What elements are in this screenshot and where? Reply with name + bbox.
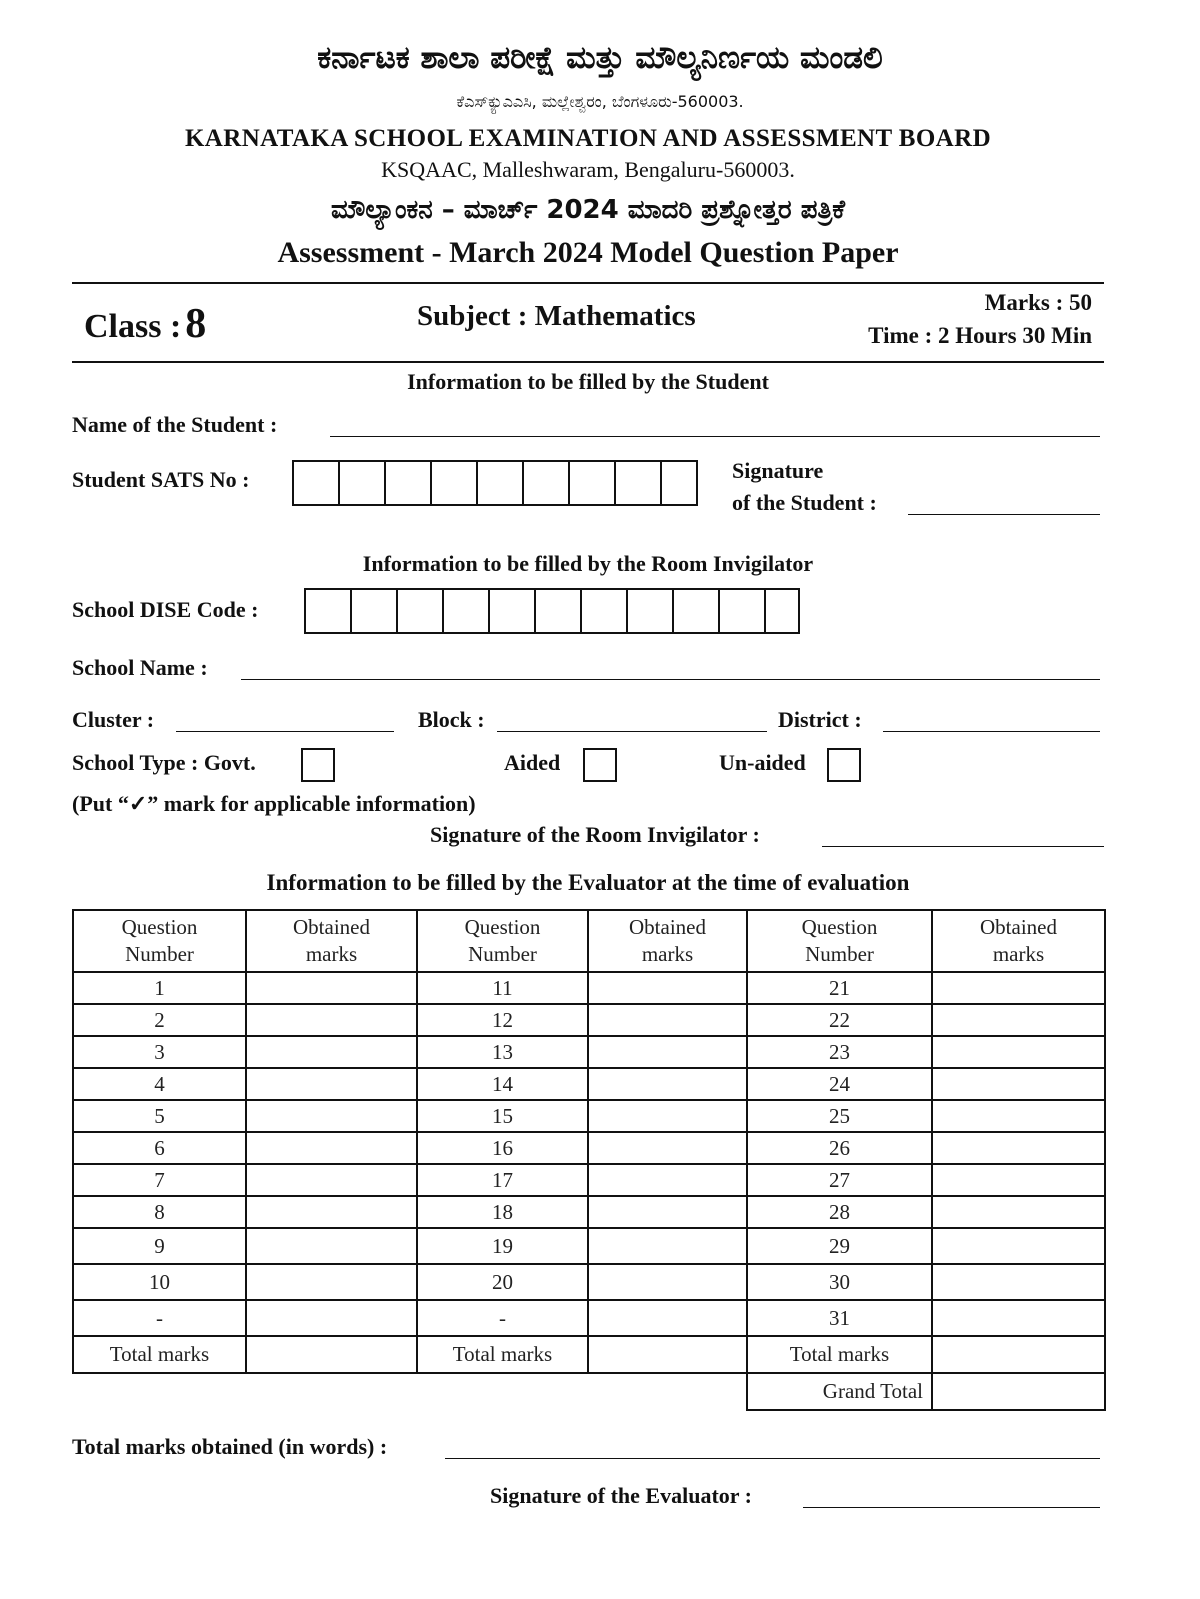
obtained-marks-cell[interactable] xyxy=(932,1264,1105,1300)
obtained-marks-cell[interactable] xyxy=(588,1300,747,1336)
kannada-exam-title: ಮೌಲ್ಯಾಂಕನ – ಮಾರ್ಚ್ 2024 ಮಾದರಿ ಪ್ರಶ್ನೋತ್ತರ ಪತ್ರಿಕೆ xyxy=(330,195,846,225)
obtained-marks-cell[interactable] xyxy=(246,1164,417,1196)
question-number-cell: 2 xyxy=(73,1004,246,1036)
column-header-question-number: Question Number xyxy=(747,910,932,972)
question-number-cell: 4 xyxy=(73,1068,246,1100)
obtained-marks-cell[interactable] xyxy=(932,1196,1105,1228)
table-row xyxy=(73,1196,1105,1228)
obtained-marks-cell[interactable] xyxy=(932,1132,1105,1164)
invigilator-section-heading: Information to be filled by the Room Invigilator xyxy=(362,551,814,576)
question-number-cell: 28 xyxy=(747,1196,932,1228)
question-number-cell: 5 xyxy=(73,1100,246,1132)
obtained-marks-cell[interactable] xyxy=(246,1100,417,1132)
class-value: 8 xyxy=(185,301,207,347)
board-address: KSQAAC, Malleshwaram, Bengaluru-560003. xyxy=(381,157,795,182)
top-divider xyxy=(72,282,1104,284)
exam-title: Assessment - March 2024 Model Question Paper xyxy=(277,236,899,269)
total-marks-cell[interactable] xyxy=(588,1336,747,1373)
obtained-marks-cell[interactable] xyxy=(932,972,1105,1004)
obtained-marks-cell[interactable] xyxy=(246,1228,417,1264)
class-info xyxy=(84,300,206,348)
column-header-obtained-marks: Obtained marks xyxy=(932,910,1105,972)
obtained-marks-cell[interactable] xyxy=(932,1004,1105,1036)
question-number-cell: 6 xyxy=(73,1132,246,1164)
govt-checkbox[interactable] xyxy=(301,748,335,782)
total-marks-label: Total marks xyxy=(417,1336,588,1373)
question-number-cell: 9 xyxy=(73,1228,246,1264)
obtained-marks-cell[interactable] xyxy=(588,972,747,1004)
board-name: KARNATAKA SCHOOL EXAMINATION AND ASSESSMENT BOARD xyxy=(184,125,992,152)
empty-cell xyxy=(417,1373,588,1410)
block-field[interactable] xyxy=(497,731,767,732)
table-row xyxy=(73,1228,1105,1264)
obtained-marks-cell[interactable] xyxy=(932,1100,1105,1132)
question-number-cell: 13 xyxy=(417,1036,588,1068)
obtained-marks-cell[interactable] xyxy=(588,1132,747,1164)
school-type-label: School Type : Govt. xyxy=(72,750,256,775)
question-number-cell: 1 xyxy=(73,972,246,1004)
grand-total-label: Grand Total xyxy=(747,1373,932,1410)
subject: Subject : Mathematics xyxy=(417,300,696,332)
question-number-cell: 26 xyxy=(747,1132,932,1164)
obtained-marks-cell[interactable] xyxy=(246,1300,417,1336)
empty-cell xyxy=(73,1373,246,1410)
invigilator-signature-field[interactable] xyxy=(822,846,1104,847)
student-signature-label-1: Signature xyxy=(732,458,824,483)
dise-code-boxes[interactable] xyxy=(304,588,800,634)
obtained-marks-cell[interactable] xyxy=(932,1300,1105,1336)
question-number-cell: - xyxy=(73,1300,246,1336)
obtained-marks-cell[interactable] xyxy=(588,1196,747,1228)
cluster-field[interactable] xyxy=(176,731,394,732)
question-number-cell: 22 xyxy=(747,1004,932,1036)
table-row xyxy=(73,1132,1105,1164)
kannada-board-name: ಕರ್ನಾಟಕ ಶಾಲಾ ಪರೀಕ್ಷೆ ಮತ್ತು ಮೌಲ್ಯನಿರ್ಣಯ ಮಂಡಲಿ xyxy=(317,40,883,76)
student-signature-field[interactable] xyxy=(908,514,1100,515)
table-row xyxy=(73,1036,1105,1068)
column-header-obtained-marks: Obtained marks xyxy=(588,910,747,972)
table-row xyxy=(73,1100,1105,1132)
question-number-cell: 24 xyxy=(747,1068,932,1100)
obtained-marks-cell[interactable] xyxy=(246,1036,417,1068)
table-row xyxy=(73,1004,1105,1036)
obtained-marks-cell[interactable] xyxy=(932,1164,1105,1196)
question-number-cell: 12 xyxy=(417,1004,588,1036)
obtained-marks-cell[interactable] xyxy=(246,1068,417,1100)
question-number-cell: 25 xyxy=(747,1100,932,1132)
obtained-marks-cell[interactable] xyxy=(246,1196,417,1228)
question-number-cell: 31 xyxy=(747,1300,932,1336)
total-marks-in-words-field[interactable] xyxy=(445,1458,1100,1459)
obtained-marks-cell[interactable] xyxy=(246,1132,417,1164)
district-field[interactable] xyxy=(883,731,1100,732)
total-marks-row xyxy=(73,1336,1105,1373)
question-number-cell: 15 xyxy=(417,1100,588,1132)
table-row xyxy=(73,1300,1105,1336)
total-marks-label: Total marks xyxy=(73,1336,246,1373)
empty-cell xyxy=(588,1373,747,1410)
exam-time: Time : 2 Hours 30 Min xyxy=(868,323,1092,348)
obtained-marks-cell[interactable] xyxy=(588,1264,747,1300)
column-header-obtained-marks: Obtained marks xyxy=(246,910,417,972)
question-number-cell: 27 xyxy=(747,1164,932,1196)
total-marks-in-words-label: Total marks obtained (in words) : xyxy=(72,1434,388,1459)
kannada-address: ಕೆಎಸ್‌ಕ್ಯುಎಎಸಿ, ಮಲ್ಲೇಶ್ವರಂ, ಬೆಂಗಳೂರು-560003. xyxy=(456,92,744,111)
question-number-cell: 10 xyxy=(73,1264,246,1300)
info-divider xyxy=(72,361,1104,363)
class-label: Class : xyxy=(84,308,182,345)
question-number-cell: 20 xyxy=(417,1264,588,1300)
question-number-cell: 8 xyxy=(73,1196,246,1228)
empty-cell xyxy=(246,1373,417,1410)
obtained-marks-cell[interactable] xyxy=(246,1264,417,1300)
max-marks: Marks : 50 xyxy=(984,290,1092,315)
question-number-cell: 21 xyxy=(747,972,932,1004)
evaluator-signature-label: Signature of the Evaluator : xyxy=(490,1483,752,1508)
unaided-label: Un-aided xyxy=(719,750,806,775)
obtained-marks-cell[interactable] xyxy=(932,1228,1105,1264)
school-name-field[interactable] xyxy=(241,679,1100,680)
table-row xyxy=(73,1164,1105,1196)
total-marks-label: Total marks xyxy=(747,1336,932,1373)
question-number-cell: 29 xyxy=(747,1228,932,1264)
cluster-label: Cluster : xyxy=(72,707,155,732)
obtained-marks-cell[interactable] xyxy=(588,1164,747,1196)
grand-total-row xyxy=(73,1373,1105,1410)
obtained-marks-cell[interactable] xyxy=(588,1228,747,1264)
student-section-heading: Information to be filled by the Student xyxy=(407,369,769,394)
question-number-cell: 19 xyxy=(417,1228,588,1264)
district-label: District : xyxy=(778,707,862,732)
aided-label: Aided xyxy=(504,750,561,775)
total-marks-cell[interactable] xyxy=(246,1336,417,1373)
question-number-cell: 18 xyxy=(417,1196,588,1228)
question-number-cell: 17 xyxy=(417,1164,588,1196)
total-marks-cell[interactable] xyxy=(932,1336,1105,1373)
aided-checkbox[interactable] xyxy=(583,748,617,782)
column-header-question-number: Question Number xyxy=(417,910,588,972)
school-name-label: School Name : xyxy=(72,655,208,680)
obtained-marks-cell[interactable] xyxy=(246,1004,417,1036)
dise-code-label: School DISE Code : xyxy=(72,597,259,622)
student-signature-label-2: of the Student : xyxy=(732,490,877,515)
student-name-field[interactable] xyxy=(330,436,1100,437)
obtained-marks-cell[interactable] xyxy=(246,972,417,1004)
table-row xyxy=(73,972,1105,1004)
evaluator-section-heading: Information to be filled by the Evaluator at the time of evaluation xyxy=(266,870,910,895)
obtained-marks-cell[interactable] xyxy=(588,1100,747,1132)
unaided-checkbox[interactable] xyxy=(827,748,861,782)
block-label: Block : xyxy=(418,707,485,732)
question-number-cell: - xyxy=(417,1300,588,1336)
table-row xyxy=(73,1068,1105,1100)
tick-mark-note: (Put “✓” mark for applicable information) xyxy=(72,791,476,816)
obtained-marks-cell[interactable] xyxy=(588,1036,747,1068)
table-row xyxy=(73,1264,1105,1300)
sats-label: Student SATS No : xyxy=(72,467,250,492)
grand-total-cell[interactable] xyxy=(932,1373,1105,1410)
question-number-cell: 11 xyxy=(417,972,588,1004)
student-name-label: Name of the Student : xyxy=(72,412,278,437)
question-number-cell: 7 xyxy=(73,1164,246,1196)
obtained-marks-cell[interactable] xyxy=(932,1036,1105,1068)
question-number-cell: 16 xyxy=(417,1132,588,1164)
column-header-question-number: Question Number xyxy=(73,910,246,972)
question-number-cell: 3 xyxy=(73,1036,246,1068)
sats-number-boxes[interactable] xyxy=(292,460,698,506)
question-number-cell: 14 xyxy=(417,1068,588,1100)
obtained-marks-cell[interactable] xyxy=(932,1068,1105,1100)
obtained-marks-cell[interactable] xyxy=(588,1004,747,1036)
question-number-cell: 23 xyxy=(747,1036,932,1068)
marks-table xyxy=(72,909,1106,1411)
invigilator-signature-label: Signature of the Room Invigilator : xyxy=(430,822,760,847)
question-number-cell: 30 xyxy=(747,1264,932,1300)
evaluator-signature-field[interactable] xyxy=(803,1507,1100,1508)
obtained-marks-cell[interactable] xyxy=(588,1068,747,1100)
